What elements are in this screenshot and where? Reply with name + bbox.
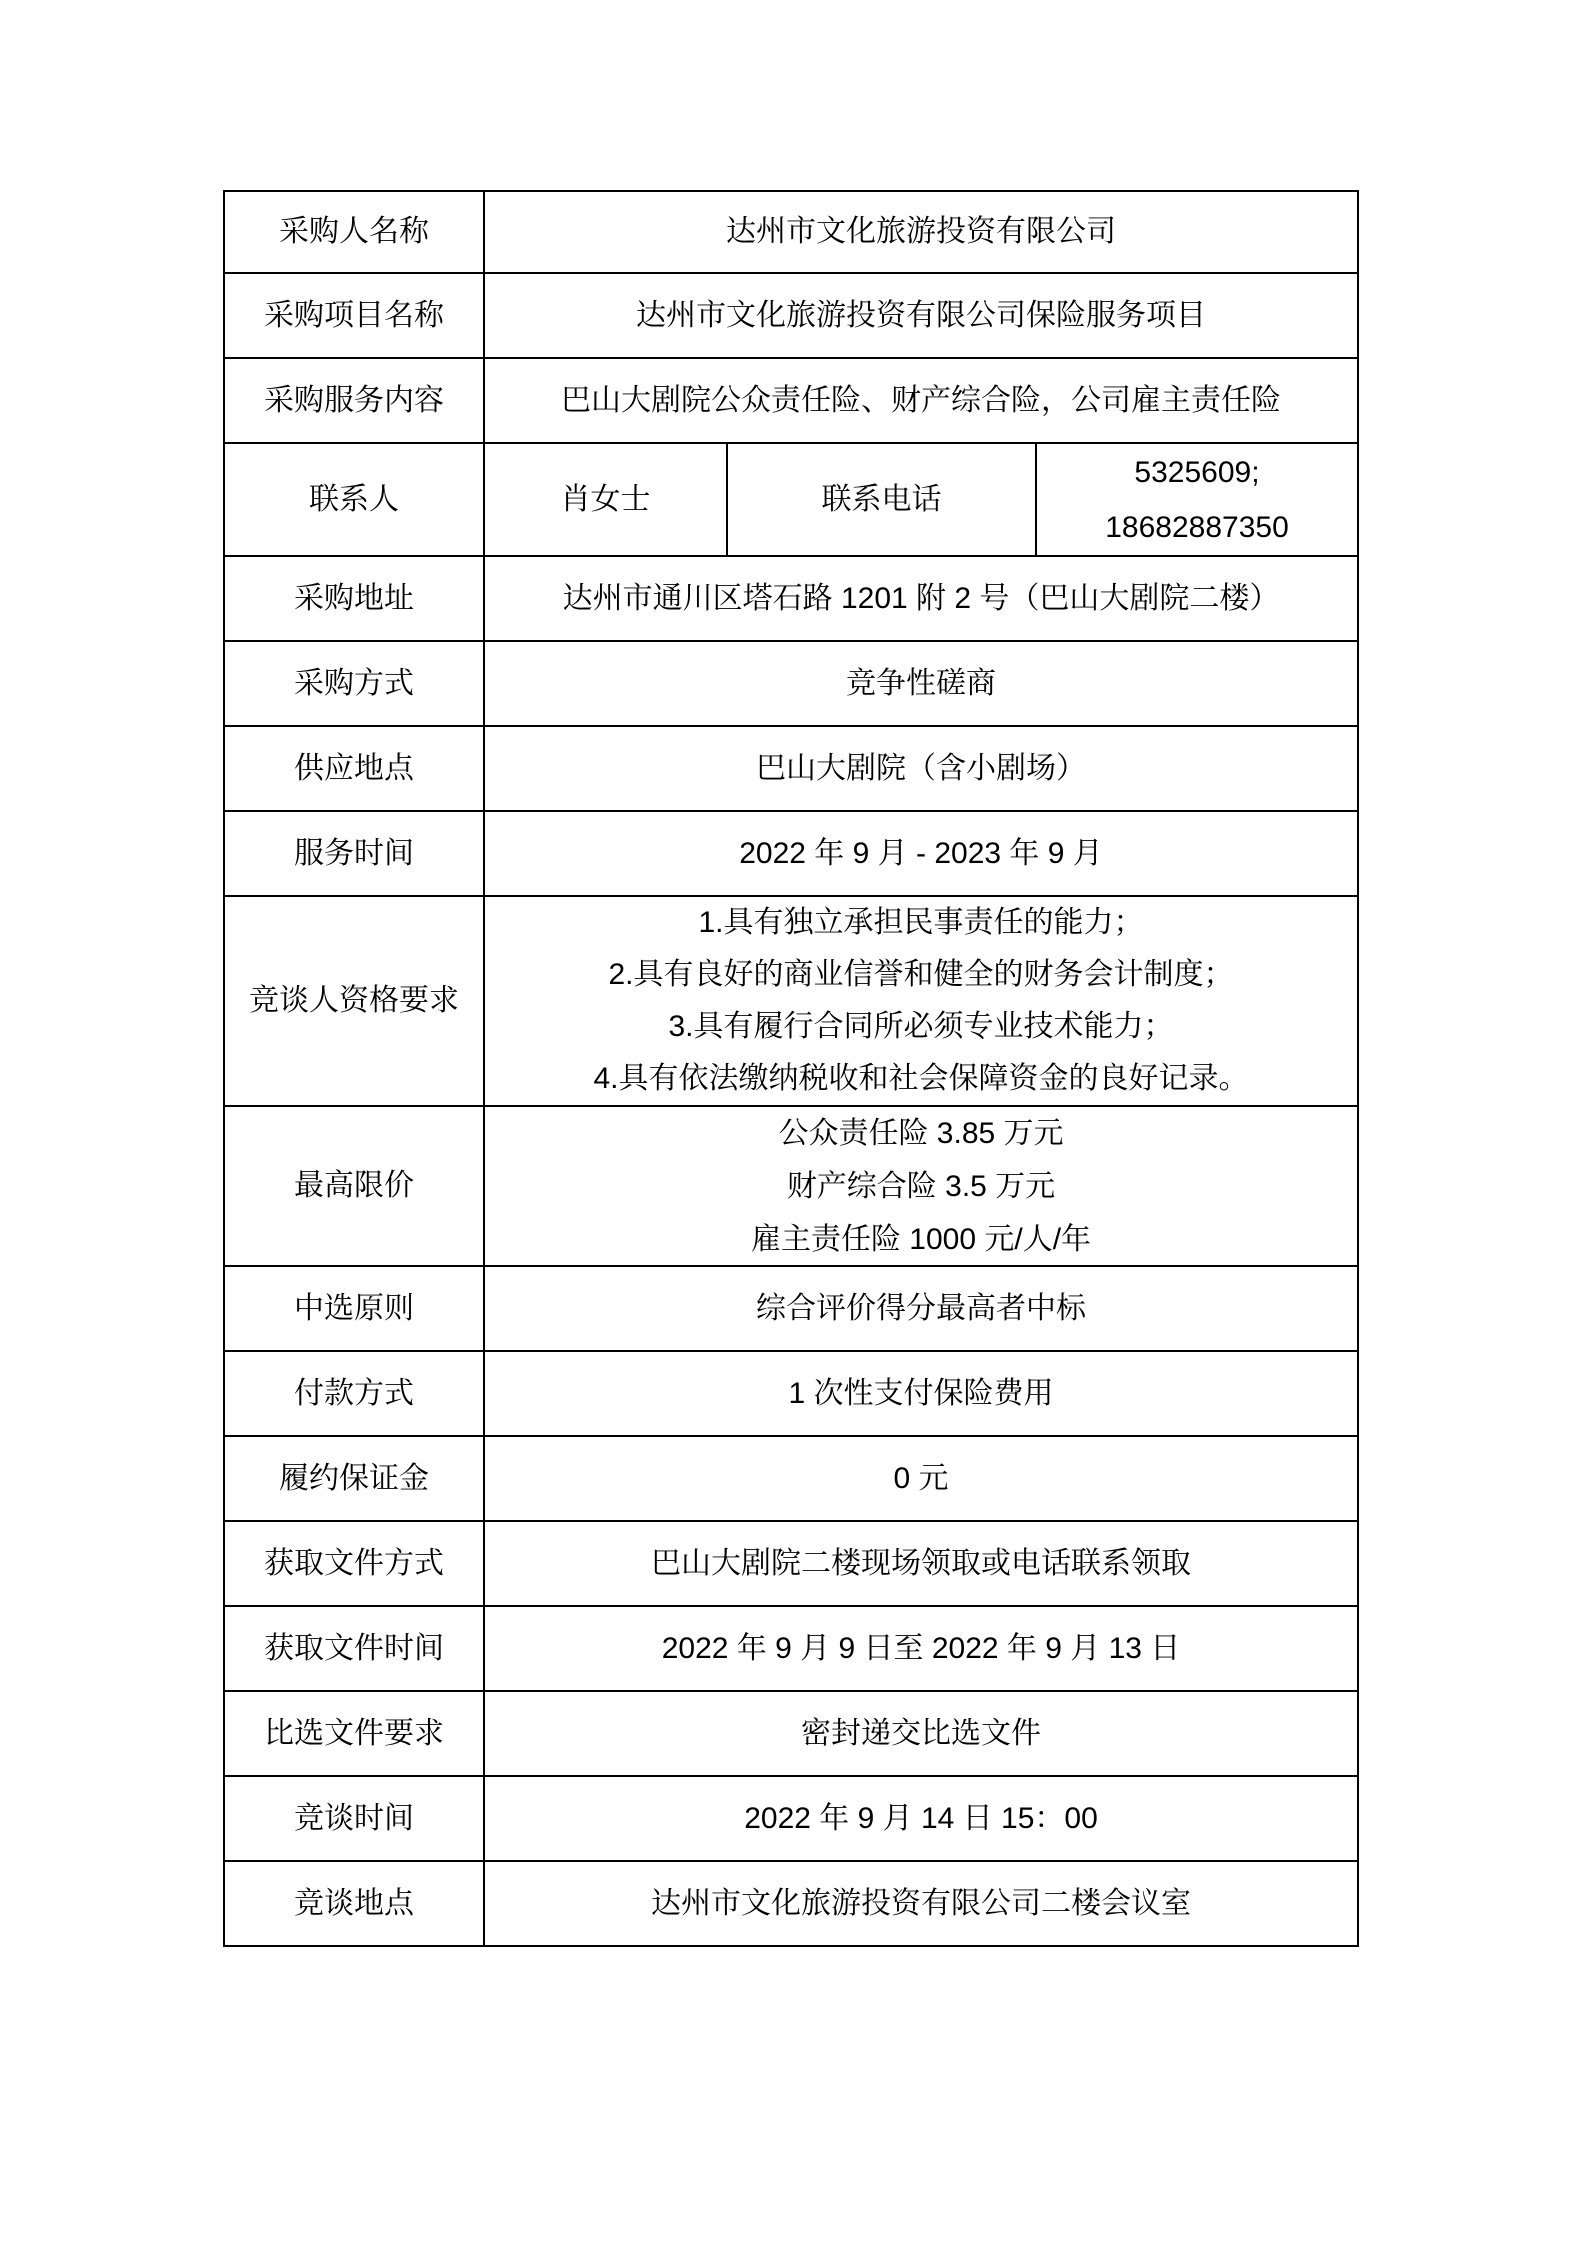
price-limits — [485, 1107, 1357, 1265]
row-value: 巴山大剧院（含小剧场） — [756, 751, 1086, 785]
phone-label: 联系电话 — [728, 444, 1037, 555]
table-row — [225, 725, 1357, 810]
row-label: 比选文件要求 — [225, 1692, 485, 1775]
row-value: 密封递交比选文件 — [801, 1716, 1041, 1750]
table-row — [225, 1860, 1357, 1945]
row-label: 付款方式 — [225, 1352, 485, 1435]
row-value: 2022 年 9 月 9 日至 2022 年 9 月 13 日 — [661, 1631, 1181, 1665]
table-row — [225, 1435, 1357, 1520]
price-line: 雇主责任险 1000 元/人/年 — [750, 1222, 1092, 1256]
row-label: 采购地址 — [225, 557, 485, 640]
requirement-line: 1.具有独立承担民事责任的能力； — [698, 906, 1144, 939]
row-label: 采购人名称 — [225, 192, 485, 272]
row-value: 巴山大剧院二楼现场领取或电话联系领取 — [651, 1546, 1191, 1580]
phone-numbers — [1037, 444, 1357, 555]
table-row — [225, 555, 1357, 640]
price-line: 财产综合险 3.5 万元 — [786, 1169, 1056, 1203]
table-row-qualifications — [225, 895, 1357, 1105]
row-label: 采购方式 — [225, 642, 485, 725]
row-label: 中选原则 — [225, 1267, 485, 1350]
row-label: 竞谈时间 — [225, 1777, 485, 1860]
row-value: 2022 年 9 月 - 2023 年 9 月 — [739, 836, 1103, 870]
row-value: 竞争性磋商 — [846, 666, 996, 700]
requirement-line: 4.具有依法缴纳税收和社会保障资金的良好记录。 — [593, 1062, 1249, 1095]
table-row — [225, 1605, 1357, 1690]
table-row-price-limit — [225, 1105, 1357, 1265]
table-row — [225, 192, 1357, 272]
table-row — [225, 1690, 1357, 1775]
table-row — [225, 1520, 1357, 1605]
row-label: 获取文件时间 — [225, 1607, 485, 1690]
table-row — [225, 1775, 1357, 1860]
table-row — [225, 1265, 1357, 1350]
row-value: 2022 年 9 月 14 日 15：00 — [744, 1801, 1098, 1835]
row-label: 服务时间 — [225, 812, 485, 895]
row-value: 达州市通川区塔石路 1201 附 2 号（巴山大剧院二楼） — [562, 581, 1280, 615]
contact-name: 肖女士 — [485, 444, 728, 555]
procurement-info-table — [223, 190, 1359, 1947]
requirement-line: 2.具有良好的商业信誉和健全的财务会计制度； — [608, 958, 1234, 991]
row-label: 采购项目名称 — [225, 274, 485, 357]
row-value: 巴山大剧院公众责任险、财产综合险，公司雇主责任险 — [561, 383, 1281, 417]
phone-line: 18682887350 — [1105, 510, 1289, 544]
row-value: 达州市文化旅游投资有限公司 — [726, 215, 1116, 249]
row-label: 获取文件方式 — [225, 1522, 485, 1605]
row-value: 达州市文化旅游投资有限公司二楼会议室 — [651, 1886, 1191, 1920]
row-label: 竞谈人资格要求 — [225, 897, 485, 1105]
row-label: 竞谈地点 — [225, 1862, 485, 1945]
table-row-contact — [225, 442, 1357, 555]
table-row — [225, 640, 1357, 725]
phone-line: 5325609; — [1134, 455, 1260, 489]
row-value: 综合评价得分最高者中标 — [756, 1291, 1086, 1325]
price-line: 公众责任险 3.85 万元 — [778, 1116, 1064, 1150]
row-label: 最高限价 — [225, 1107, 485, 1265]
table-row — [225, 272, 1357, 357]
row-value: 达州市文化旅游投资有限公司保险服务项目 — [636, 298, 1206, 332]
row-label: 联系人 — [225, 444, 485, 555]
qualification-requirements — [485, 897, 1357, 1105]
requirement-line: 3.具有履行合同所必须专业技术能力； — [668, 1010, 1174, 1043]
table-row — [225, 810, 1357, 895]
table-row — [225, 357, 1357, 442]
table-row — [225, 1350, 1357, 1435]
row-label: 供应地点 — [225, 727, 485, 810]
row-value: 1 次性支付保险费用 — [788, 1376, 1054, 1410]
row-label: 采购服务内容 — [225, 359, 485, 442]
row-label: 履约保证金 — [225, 1437, 485, 1520]
row-value: 0 元 — [893, 1461, 949, 1495]
